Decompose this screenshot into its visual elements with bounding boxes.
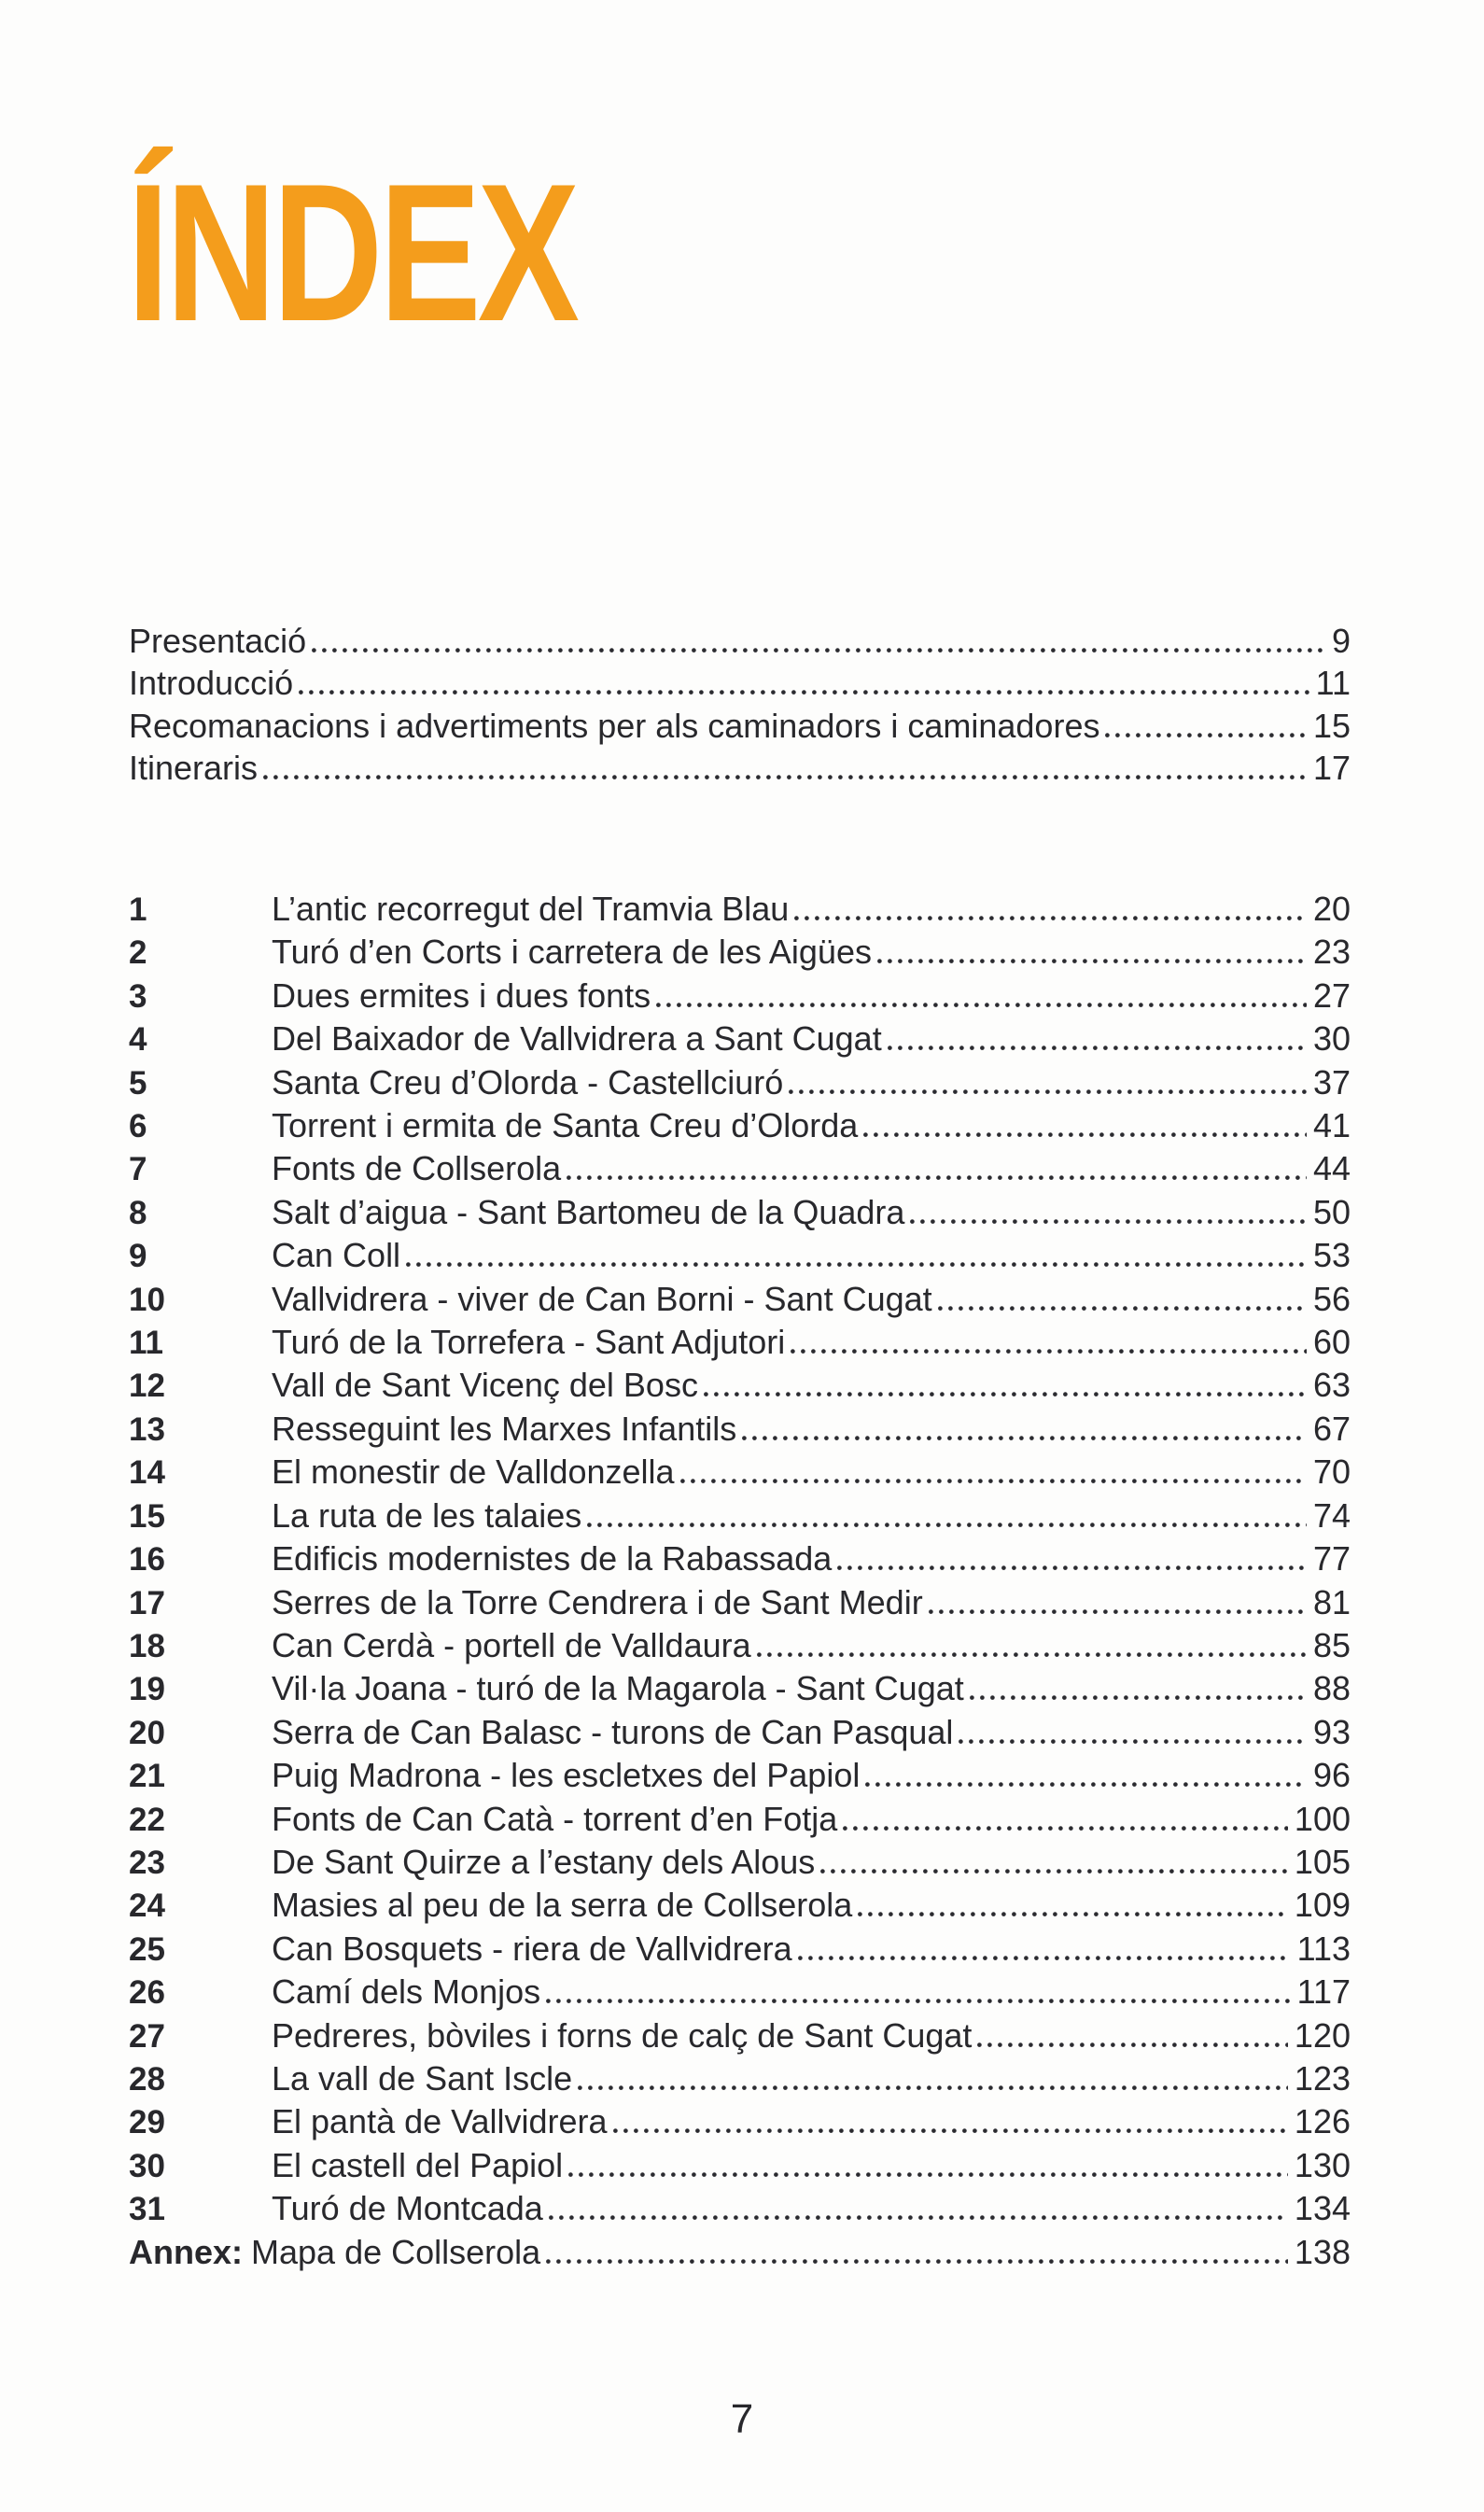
dot-leader: [877, 959, 1307, 963]
dot-leader: [929, 1609, 1307, 1614]
toc-row: [129, 1884, 1351, 1927]
page-number: 126: [1294, 2102, 1351, 2141]
itinerary-number: 19: [129, 1671, 165, 1708]
page-number: 138: [1294, 2233, 1351, 2271]
itinerary-number: 4: [129, 1021, 147, 1059]
itinerary-number: 15: [129, 1497, 165, 1535]
itinerary-title: Pedreres, bòviles i forns de calç de Sant Cugat: [272, 2015, 973, 2055]
itinerary-number: 21: [129, 1758, 165, 1795]
page-number: 113: [1296, 1929, 1351, 1968]
dot-leader: [791, 1349, 1307, 1354]
dot-leader: [837, 1565, 1307, 1570]
toc-row: [129, 1061, 1351, 1104]
itinerary-title: De Sant Quirze a l’estany dels Alous: [272, 1842, 816, 1881]
itinerary-number: 17: [129, 1584, 165, 1621]
page-number: 96: [1312, 1756, 1351, 1795]
page-title: ÍNDEX: [127, 143, 577, 362]
dot-leader: [263, 775, 1307, 779]
dot-leader: [938, 1306, 1307, 1311]
page-number: 70: [1312, 1452, 1351, 1492]
itinerary-title: Turó de la Torrefera - Sant Adjutori: [272, 1323, 786, 1362]
page-number: 77: [1312, 1539, 1351, 1579]
dot-leader: [888, 1045, 1307, 1050]
toc-row: [129, 1581, 1351, 1624]
itinerary-number: 18: [129, 1627, 165, 1664]
page-number: 50: [1312, 1192, 1351, 1231]
page-number: 117: [1296, 1972, 1351, 2012]
page-number: 123: [1294, 2058, 1351, 2098]
dot-leader: [546, 1999, 1290, 2003]
toc-row: [129, 662, 1351, 704]
itinerary-number: 28: [129, 2060, 165, 2098]
toc-row: [129, 747, 1351, 789]
itinerary-title: Resseguint les Marxes Infantils: [272, 1409, 737, 1448]
itinerary-number: 1: [129, 891, 147, 928]
page-number: 105: [1294, 1842, 1351, 1881]
toc-row: [129, 1798, 1351, 1841]
page-number: 56: [1312, 1279, 1351, 1318]
annex-label: Annex:: [129, 2233, 244, 2271]
dot-leader: [549, 2215, 1288, 2220]
itinerary-number: 13: [129, 1410, 165, 1448]
itinerary-number: 30: [129, 2147, 165, 2184]
toc-row: [129, 620, 1351, 662]
dot-leader: [959, 1739, 1307, 1744]
front-matter-title: Recomanacions i advertiments per als caminadors i caminadores: [129, 706, 1100, 745]
page-number: 23: [1312, 933, 1351, 972]
itinerary-number: 12: [129, 1368, 165, 1405]
dot-leader: [970, 1695, 1307, 1700]
itinerary-title: Del Baixador de Vallvidrera a Sant Cugat: [272, 1019, 882, 1059]
page-number: 67: [1312, 1409, 1351, 1448]
toc-row: [129, 1495, 1351, 1537]
dot-leader: [567, 1175, 1307, 1180]
itinerary-title: L’antic recorregut del Tramvia Blau: [272, 890, 790, 928]
toc-row: [129, 2187, 1351, 2230]
itinerary-number: 31: [129, 2191, 165, 2228]
folio-page-number: 7: [730, 2396, 754, 2442]
toc-row: [129, 2100, 1351, 2143]
toc-row: [129, 1017, 1351, 1060]
itinerary-number: 5: [129, 1064, 147, 1102]
itinerary-title: Torrent i ermita de Santa Creu d’Olorda: [272, 1106, 859, 1145]
dot-leader: [587, 1523, 1307, 1527]
toc-row: [129, 705, 1351, 747]
toc-row: [129, 1234, 1351, 1277]
toc-row: [129, 2057, 1351, 2100]
itinerary-number: 24: [129, 1888, 165, 1925]
toc-row: [129, 1971, 1351, 2014]
page-number: 85: [1312, 1625, 1351, 1664]
itinerary-number: 3: [129, 977, 147, 1015]
dot-leader: [794, 916, 1307, 920]
itinerary-number: 16: [129, 1541, 165, 1579]
itinerary-number: 23: [129, 1844, 165, 1881]
toc-row: [129, 1321, 1351, 1364]
page-number: 20: [1312, 890, 1351, 928]
itinerary-number: 10: [129, 1281, 165, 1318]
itinerary-number: 14: [129, 1454, 165, 1492]
front-matter-list: [129, 620, 1351, 790]
itinerary-number: 22: [129, 1801, 165, 1838]
toc-row: [129, 888, 1351, 931]
page-number: 27: [1312, 975, 1351, 1015]
toc-row: [129, 1364, 1351, 1407]
page-number: 109: [1294, 1886, 1351, 1925]
toc-row: [129, 1147, 1351, 1190]
page-number: 74: [1312, 1495, 1351, 1535]
itinerary-title: Serres de la Torre Cendrera i de Sant Medir: [272, 1582, 923, 1621]
itinerary-number: 26: [129, 1974, 165, 2012]
page-number: 11: [1315, 664, 1351, 703]
itinerary-number: 6: [129, 1108, 147, 1145]
dot-leader: [704, 1392, 1307, 1396]
annex-title: Mapa de Collserola: [251, 2233, 541, 2271]
itinerary-title: Turó d’en Corts i carretera de les Aigües: [272, 933, 872, 972]
dot-leader: [656, 1003, 1307, 1007]
itinerary-title: El pantà de Vallvidrera: [272, 2102, 608, 2141]
dot-leader: [843, 1826, 1288, 1831]
dot-leader: [865, 1782, 1307, 1787]
itinerary-number: 27: [129, 2017, 165, 2055]
itinerary-title: La ruta de les talaies: [272, 1495, 582, 1535]
itinerary-number: 25: [129, 1930, 165, 1968]
toc-row: [129, 2144, 1351, 2187]
itinerary-title: Fonts de Can Catà - torrent d’en Fotja: [272, 1799, 838, 1838]
page-number: 44: [1312, 1149, 1351, 1188]
toc-row: [129, 1754, 1351, 1797]
page-number: 120: [1294, 2015, 1351, 2055]
itinerary-title: Puig Madrona - les escletxes del Papiol: [272, 1756, 861, 1795]
toc-row: [129, 931, 1351, 974]
dot-leader: [820, 1869, 1288, 1873]
toc-row: [129, 1624, 1351, 1667]
page-number: 9: [1331, 622, 1351, 660]
page-number: 15: [1312, 706, 1351, 745]
dot-leader: [910, 1219, 1307, 1224]
itinerary-number: 2: [129, 934, 147, 972]
dot-leader: [858, 1912, 1288, 1916]
itinerary-title: Vall de Sant Vicenç del Bosc: [272, 1366, 698, 1405]
itinerary-title: Dues ermites i dues fonts: [272, 975, 651, 1015]
front-matter-title: Presentació: [129, 622, 307, 660]
toc-row: [129, 1667, 1351, 1710]
dot-leader: [406, 1262, 1307, 1267]
itinerary-number: 9: [129, 1238, 147, 1275]
page-number: 134: [1294, 2189, 1351, 2228]
page-number: 130: [1294, 2145, 1351, 2184]
itinerary-title: Fonts de Collserola: [272, 1149, 562, 1188]
dot-leader: [578, 2085, 1288, 2090]
itinerary-title: Edificis modernistes de la Rabassada: [272, 1539, 833, 1579]
dot-leader: [299, 690, 1309, 695]
toc-row: [129, 2014, 1351, 2057]
itinerary-number: 7: [129, 1151, 147, 1188]
itinerary-title: Can Coll: [272, 1236, 401, 1275]
dot-leader: [312, 648, 1325, 653]
itinerary-number: 8: [129, 1194, 147, 1231]
annex-section: [129, 2231, 1351, 2273]
itinerary-number: 11: [129, 1325, 163, 1362]
itinerary-title: El monestir de Valldonzella: [272, 1452, 675, 1492]
itinerary-title: Masies al peu de la serra de Collserola: [272, 1886, 853, 1925]
itinerary-title: Camí dels Monjos: [272, 1972, 541, 2012]
itinerary-title: El castell del Papiol: [272, 2145, 564, 2184]
dot-leader: [757, 1652, 1307, 1657]
toc-row: [129, 1191, 1351, 1234]
toc-row: [129, 1104, 1351, 1147]
itinerary-title: Can Cerdà - portell de Valldaura: [272, 1625, 751, 1664]
itinerary-title: Salt d’aigua - Sant Bartomeu de la Quadra: [272, 1192, 905, 1231]
itinerary-title: Vallvidrera - viver de Can Borni - Sant Cugat: [272, 1279, 932, 1318]
toc-row: [129, 1451, 1351, 1494]
itinerary-title: La vall de Sant Iscle: [272, 2058, 573, 2098]
dot-leader: [798, 1956, 1291, 1960]
dot-leader: [977, 2042, 1288, 2047]
dot-leader: [789, 1089, 1307, 1094]
page-number: 37: [1312, 1062, 1351, 1102]
itinerary-title: Vil·la Joana - turó de la Magarola - Sant Cugat: [272, 1669, 964, 1708]
toc-row: [129, 1841, 1351, 1884]
toc-row: [129, 1408, 1351, 1451]
page-number: 81: [1312, 1582, 1351, 1621]
dot-leader: [568, 2172, 1288, 2177]
itinerary-title: Turó de Montcada: [272, 2189, 543, 2228]
page-number: 63: [1312, 1366, 1351, 1405]
page-number: 93: [1312, 1712, 1351, 1751]
itinerary-list: [129, 888, 1351, 2231]
dot-leader: [1105, 733, 1306, 737]
front-matter-title: Itineraris: [129, 749, 259, 788]
dot-leader: [546, 2259, 1288, 2264]
dot-leader: [613, 2128, 1288, 2133]
page-number: 17: [1312, 749, 1351, 788]
itinerary-number: 29: [129, 2104, 165, 2141]
dot-leader: [680, 1479, 1307, 1483]
itinerary-title: Serra de Can Balasc - turons de Can Pasqual: [272, 1712, 954, 1751]
toc-row: [129, 1537, 1351, 1580]
toc-row: [129, 2231, 1351, 2273]
page-number: 53: [1312, 1236, 1351, 1275]
dot-leader: [742, 1436, 1307, 1440]
front-matter-title: Introducció: [129, 664, 294, 703]
page-number: 88: [1312, 1669, 1351, 1708]
page-number: 100: [1294, 1799, 1351, 1838]
toc-row: [129, 1278, 1351, 1321]
itinerary-title: Can Bosquets - riera de Vallvidrera: [272, 1929, 792, 1968]
itinerary-title: Santa Creu d’Olorda - Castellciuró: [272, 1062, 784, 1102]
toc-row: [129, 1711, 1351, 1754]
page-number: 30: [1312, 1019, 1351, 1059]
page-number: 41: [1312, 1106, 1351, 1145]
dot-leader: [863, 1132, 1307, 1137]
itinerary-number: 20: [129, 1714, 165, 1751]
toc-row: [129, 975, 1351, 1017]
toc-row: [129, 1928, 1351, 1971]
page-number: 60: [1312, 1323, 1351, 1362]
